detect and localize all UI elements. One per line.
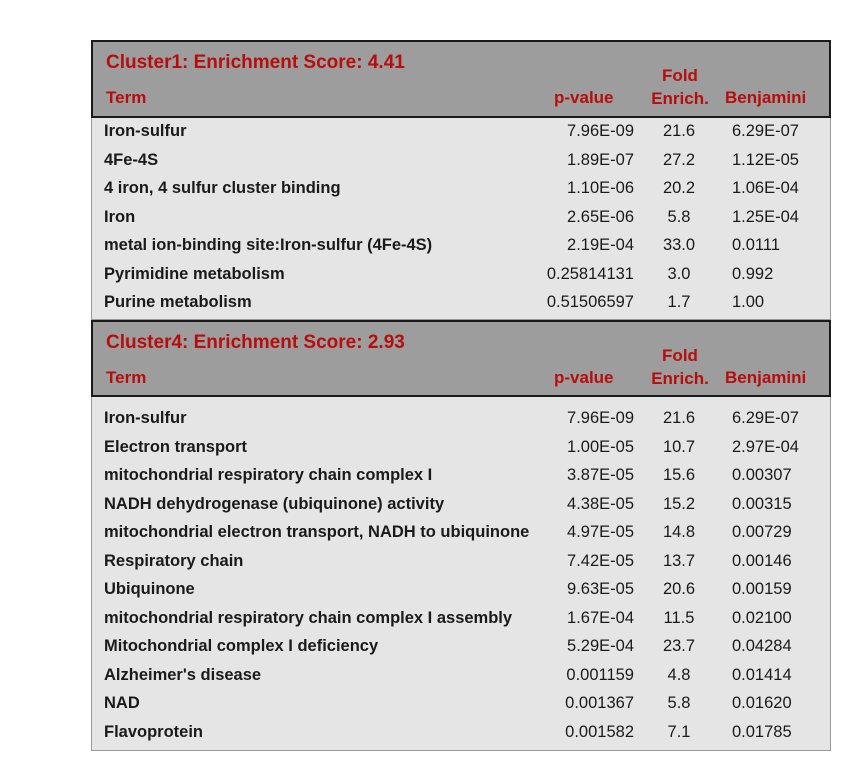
column-header-benjamini: Benjamini: [725, 88, 807, 107]
table-row: [92, 552, 830, 581]
pvalue-cell: 9.63E-05: [567, 580, 634, 598]
cluster-1-rows: [92, 122, 830, 322]
term-cell: Iron: [104, 207, 136, 226]
term-cell: Iron-sulfur: [104, 409, 187, 427]
pvalue-cell: 1.10E-06: [567, 179, 634, 197]
benjamini-cell: 1.25E-04: [732, 207, 799, 226]
fold-enrichment-cell: 21.6: [662, 409, 696, 427]
cluster-4-header: [91, 320, 831, 397]
cluster-title: Cluster1: Enrichment Score: 4.41: [106, 52, 405, 73]
fold-enrichment-cell: 7.1: [667, 722, 691, 741]
cluster-1-header: [91, 40, 831, 118]
term-cell: 4 iron, 4 sulfur cluster binding: [104, 179, 341, 197]
term-cell: Purine metabolism: [104, 293, 252, 311]
cluster-1-table: [91, 40, 831, 320]
term-cell: Alzheimer's disease: [104, 665, 262, 684]
table-row: [92, 580, 830, 609]
fold-enrichment-cell: 5.8: [667, 694, 691, 712]
pvalue-cell: 1.67E-04: [567, 608, 634, 627]
pvalue-cell: 0.001582: [565, 722, 634, 741]
table-row: [92, 637, 830, 666]
term-cell: Flavoprotein: [104, 722, 204, 741]
fold-enrichment-cell: 14.8: [662, 523, 696, 541]
fold-enrichment-cell: 20.2: [662, 179, 696, 197]
benjamini-cell: 0.00729: [732, 523, 792, 541]
table-row: [92, 666, 830, 695]
pvalue-cell: 3.87E-05: [567, 466, 634, 484]
benjamini-cell: 0.0111: [732, 236, 781, 254]
fold-enrichment-cell: 13.7: [662, 551, 696, 570]
term-cell: Mitochondrial complex I deficiency: [104, 637, 379, 655]
benjamini-cell: 1.00: [732, 293, 765, 311]
fold-enrichment-cell: 33.0: [662, 236, 696, 254]
term-cell: Iron-sulfur: [104, 122, 187, 140]
benjamini-cell: 0.00159: [732, 580, 792, 598]
table-row: [92, 208, 830, 237]
benjamini-cell: 6.29E-07: [732, 409, 799, 427]
column-header-term: Term: [106, 88, 147, 107]
term-cell: metal ion-binding site:Iron-sulfur (4Fe-4S): [104, 236, 433, 254]
table-row: [92, 265, 830, 294]
table-row: [92, 466, 830, 495]
term-cell: NAD: [104, 694, 140, 712]
column-header-fold-line1: Fold: [662, 346, 698, 365]
benjamini-cell: 0.02100: [732, 608, 792, 627]
table-row: [92, 236, 830, 265]
table-row: [92, 609, 830, 638]
term-cell: mitochondrial respiratory chain complex I assembly: [104, 608, 513, 627]
fold-enrichment-cell: 10.7: [662, 437, 696, 456]
term-cell: mitochondrial electron transport, NADH to ubiquinone: [104, 523, 530, 541]
term-cell: mitochondrial respiratory chain complex I: [104, 466, 433, 484]
pvalue-cell: 2.65E-06: [567, 207, 634, 226]
column-header-fold-line2: Enrich.: [651, 369, 709, 388]
pvalue-cell: 4.97E-05: [567, 523, 634, 541]
fold-enrichment-cell: 1.7: [667, 293, 691, 311]
column-header-fold-line2: Enrich.: [651, 89, 709, 108]
column-header-pvalue: p-value: [554, 88, 614, 107]
pvalue-cell: 7.42E-05: [567, 551, 634, 570]
term-cell: Pyrimidine metabolism: [104, 264, 285, 283]
pvalue-cell: 1.89E-07: [567, 150, 634, 169]
pvalue-cell: 1.00E-05: [567, 437, 634, 456]
term-cell: NADH dehydrogenase (ubiquinone) activity: [104, 494, 445, 513]
benjamini-cell: 0.00146: [732, 551, 792, 570]
pvalue-cell: 0.001367: [565, 694, 634, 712]
column-header-term: Term: [106, 368, 147, 387]
table-row: [92, 495, 830, 524]
benjamini-cell: 0.00315: [732, 494, 792, 513]
table-row: [92, 409, 830, 438]
cluster-title: Cluster4: Enrichment Score: 2.93: [106, 332, 405, 353]
column-header-benjamini: Benjamini: [725, 368, 807, 387]
benjamini-cell: 0.01414: [732, 665, 792, 684]
table-row: [92, 723, 830, 752]
fold-enrichment-cell: 21.6: [662, 122, 696, 140]
fold-enrichment-cell: 4.8: [667, 665, 691, 684]
pvalue-cell: 4.38E-05: [567, 494, 634, 513]
term-cell: Respiratory chain: [104, 551, 244, 570]
cluster-4-table: [91, 320, 831, 751]
table-row: [92, 293, 830, 322]
column-header-fold-enrichment: [645, 64, 715, 110]
benjamini-cell: 1.06E-04: [732, 179, 799, 197]
pvalue-cell: 0.001159: [566, 665, 634, 684]
fold-enrichment-cell: 23.7: [662, 637, 696, 655]
benjamini-cell: 0.04284: [732, 637, 792, 655]
term-cell: 4Fe-4S: [104, 150, 159, 169]
column-header-pvalue: p-value: [554, 368, 614, 387]
fold-enrichment-cell: 15.2: [662, 494, 696, 513]
fold-enrichment-cell: 3.0: [667, 264, 691, 283]
benjamini-cell: 1.12E-05: [732, 150, 799, 169]
table-row: [92, 151, 830, 180]
table-row: [92, 179, 830, 208]
table-row: [92, 694, 830, 723]
benjamini-cell: 6.29E-07: [732, 122, 799, 140]
term-cell: Ubiquinone: [104, 580, 195, 598]
benjamini-cell: 0.01620: [732, 694, 792, 712]
table-row: [92, 523, 830, 552]
pvalue-cell: 7.96E-09: [567, 122, 634, 140]
column-header-fold-line1: Fold: [662, 66, 698, 85]
term-cell: Electron transport: [104, 437, 248, 456]
benjamini-cell: 0.01785: [732, 722, 792, 741]
fold-enrichment-cell: 5.8: [667, 207, 691, 226]
pvalue-cell: 5.29E-04: [567, 637, 634, 655]
pvalue-cell: 7.96E-09: [567, 409, 634, 427]
fold-enrichment-cell: 20.6: [662, 580, 696, 598]
table-row: [92, 438, 830, 467]
benjamini-cell: 2.97E-04: [732, 437, 799, 456]
column-header-fold-enrichment: [645, 344, 715, 390]
fold-enrichment-cell: 11.5: [663, 608, 695, 627]
pvalue-cell: 2.19E-04: [567, 236, 634, 254]
benjamini-cell: 0.992: [732, 264, 774, 283]
cluster-4-rows: [92, 409, 830, 751]
pvalue-cell: 0.51506597: [546, 293, 634, 311]
table-row: [92, 122, 830, 151]
fold-enrichment-cell: 15.6: [662, 466, 696, 484]
benjamini-cell: 0.00307: [732, 466, 792, 484]
fold-enrichment-cell: 27.2: [662, 150, 696, 169]
pvalue-cell: 0.25814131: [546, 264, 634, 283]
